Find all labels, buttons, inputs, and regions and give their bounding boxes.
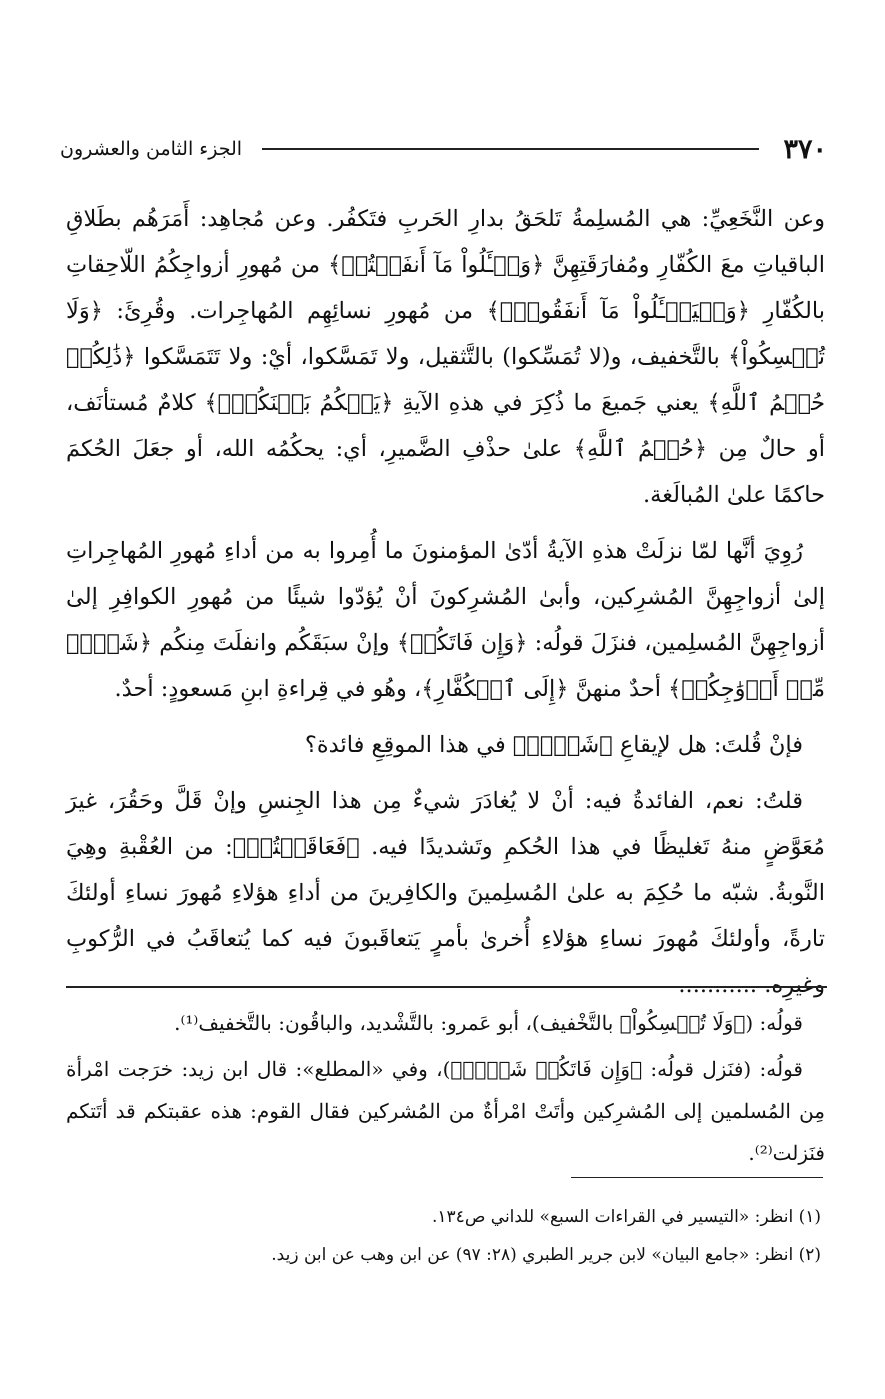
running-title: الجزء الثامن والعشرون <box>60 138 243 160</box>
commentary-notes <box>66 1002 825 1178</box>
header-rule <box>262 148 759 150</box>
footnotes <box>66 1198 821 1274</box>
footnote-rule <box>571 1177 823 1178</box>
page-header <box>60 124 827 174</box>
footnote-item: (١) انظر: «التيسير في القراءات السبع» للداني ص١٣٤. <box>432 1207 821 1227</box>
page-number: ٣٧٠ <box>783 133 827 165</box>
main-paragraph: وعن النَّخَعِيِّ: هي المُسلِمةُ تَلحَقُ بدارِ الحَربِ فتَكفُر. وعن مُجاهِد: أَمَرَهُم بطَلاقِ الباقياتِ معَ الكُفّارِ ومُفارَقَتِهِنَّ ﴿وَسۡـَٔلُواْ مَآ أَنفَقۡتُمۡ﴾ من مُهورِ أزواجِكُمُ اللّاحِقاتِ بالكُفّارِ ﴿وَلۡيَسۡـَٔلُواْ مَآ أَنفَقُواْۚ﴾ من مُهورِ نسائِهِم المُهاجِرات. وقُرِئَ: ﴿وَلَا تُمۡسِكُواْ﴾ بالتَّخفيف، و(لا تُمَسِّكوا) بالتَّثقيل، ولا تَمَسَّكوا، أيْ: ولا تَتَمَسَّكوا ﴿ذَٰلِكُمۡ حُكۡمُ ٱللَّهِ﴾ يعني جَميعَ ما ذُكِرَ في هذهِ الآيةِ ﴿يَحۡكُمُ بَيۡنَكُمۡۖ﴾ كلامٌ مُستأنَف، أو حالٌ مِن ﴿حُكۡمُ ٱللَّهِ﴾ علىٰ حذْفِ الضَّميرِ، أي: يحكُمُه الله، أو جعَلَ الحُكمَ حاكمًا علىٰ المُبالَغة. <box>66 206 825 508</box>
commentary-paragraph: قولُه: (﴿وَلَا تُمۡسِكُواْ﴾ بالتَّخْفيف)، أبو عَمرو: بالتَّشْديد، والباقُون: بالتَّخفيف⁽¹⁾. <box>174 1011 803 1035</box>
section-separator <box>66 986 827 988</box>
main-paragraph: فإنْ قُلتَ: هل لإيقاعِ ﴿شَيۡءٞ﴾ في هذا الموقِعِ فائدة؟ <box>304 732 803 758</box>
commentary-paragraph: قولُه: (فنَزل قولُه: ﴿وَإِن فَاتَكُمۡ شَيۡءٞ﴾)، وفي «المطلع»: قال ابن زيد: خرَجت امْرأة مِن المُسلمين إلى المُشرِكين وأتَتْ امْرأةٌ من المُشركين فقال القوم: هذه عقبتكم قد أتَتكم فنَزلت⁽²⁾. <box>66 1057 826 1165</box>
main-text <box>66 196 825 1018</box>
main-paragraph: قلتُ: نعم، الفائدةُ فيه: أنْ لا يُغادَرَ شيءٌ مِن هذا الجِنسِ وإنْ قَلَّ وحَقُرَ، غيرَ مُعَوَّضٍ منهُ تَغليظًا في هذا الحُكمِ وتَشديدًا فيه. ﴿فَعَاقَبۡتُمۡ﴾: من العُقْبةِ وهِيَ النَّوبةُ. شبّه ما حُكِمَ به علىٰ المُسلِمينَ والكافِرينَ من أداءِ هؤلاءِ مُهورَ نساءِ أولئكَ تارةً، وأولئكَ مُهورَ نساءِ هؤلاءِ أُخرىٰ بأمرٍ يَتعاقَبونَ فيه كما يُتعاقَبُ في الرُّكوبِ وغيرِه. ........... <box>66 788 825 998</box>
footnote-item: (٢) انظر: «جامع البيان» لابن جرير الطبري (٢٨: ٩٧) عن ابن وهب عن ابن زيد. <box>271 1245 821 1265</box>
main-paragraph: رُوِيَ أنَّها لمّا نزلَتْ هذهِ الآيةُ أدّىٰ المؤمنونَ ما أُمِروا به من أداءِ مُهورِ المُهاجِراتِ إلىٰ أزواجِهِنَّ المُشرِكين، وأبىٰ المُشرِكونَ أنْ يُؤدّوا شيئًا من مُهورِ الكوافِرِ إلىٰ أزواجِهِنَّ المُسلِمين، فنزَلَ قولُه: ﴿وَإِن فَاتَكُمۡ﴾ وإنْ سبَقَكُم وانفلَتَ مِنكُم ﴿شَيۡءٞ مِّنۡ أَزۡوَٰجِكُمۡ﴾ أحدٌ منهنَّ ﴿إِلَى ٱلۡكُفَّارِ﴾، وهُو في قِراءةِ ابنِ مَسعودٍ: أحدٌ. <box>66 538 825 702</box>
